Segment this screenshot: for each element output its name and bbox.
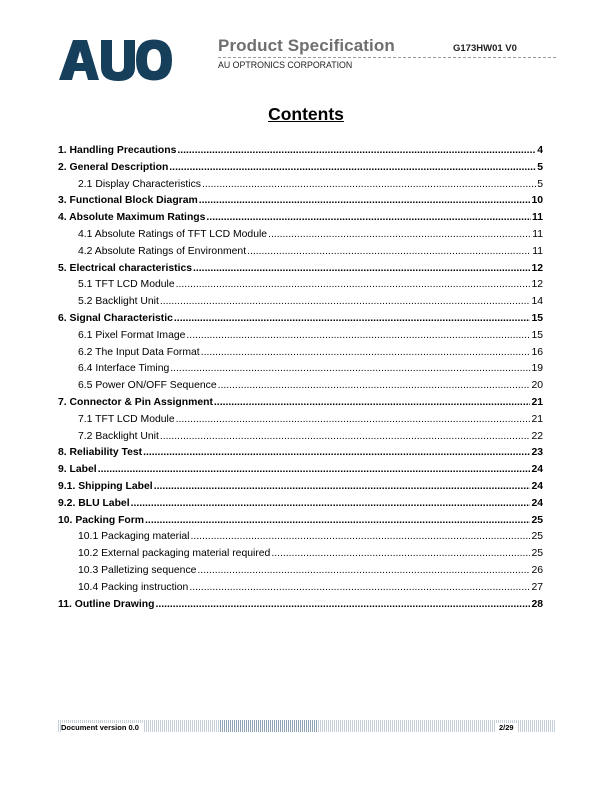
- toc-entry-page: 15: [531, 329, 543, 341]
- toc-leader-dots: [247, 246, 531, 257]
- toc-entry[interactable]: [58, 195, 543, 209]
- toc-entry-label: 2.1 Display Characteristics: [78, 178, 201, 190]
- toc-entry-page: 21: [531, 413, 543, 425]
- toc-entry[interactable]: [58, 313, 543, 327]
- toc-entry-label: 4.2 Absolute Ratings of Environment: [78, 245, 247, 257]
- toc-entry-page: 19: [531, 363, 543, 375]
- toc-entry[interactable]: [78, 246, 543, 260]
- toc-entry-label: 10. Packing Form: [58, 514, 145, 526]
- toc-entry-label: 2. General Description: [58, 161, 169, 173]
- toc-entry-page: 20: [531, 380, 543, 392]
- toc-entry-page: 25: [531, 514, 543, 526]
- toc-leader-dots: [176, 414, 531, 425]
- toc-leader-dots: [186, 330, 530, 341]
- toc-entry[interactable]: [78, 296, 543, 310]
- toc-leader-dots: [206, 212, 531, 223]
- toc-leader-dots: [155, 599, 530, 610]
- toc-entry-label: 6.2 The Input Data Format: [78, 346, 200, 358]
- toc-entry-page: 16: [531, 346, 543, 358]
- toc-entry-label: 4. Absolute Maximum Ratings: [58, 212, 206, 224]
- model-number: G173HW01 V0: [453, 43, 517, 54]
- toc-entry-page: 24: [531, 464, 543, 476]
- toc-entry-label: 6.5 Power ON/OFF Sequence: [78, 380, 217, 392]
- toc-entry-label: 10.4 Packing instruction: [78, 581, 189, 593]
- toc-leader-dots: [160, 431, 531, 442]
- toc-leader-dots: [197, 565, 530, 576]
- toc-entry-page: 27: [531, 581, 543, 593]
- toc-leader-dots: [201, 347, 531, 358]
- toc-entry-label: 5. Electrical characteristics: [58, 262, 193, 274]
- toc-entry[interactable]: [78, 565, 543, 579]
- toc-entry[interactable]: [78, 582, 543, 596]
- toc-entry-page: 24: [531, 497, 543, 509]
- toc-entry[interactable]: [78, 380, 543, 394]
- toc-entry-page: 10: [531, 195, 543, 207]
- toc-entry-page: 26: [531, 565, 543, 576]
- toc-leader-dots: [145, 515, 530, 526]
- contents-heading: Contents: [268, 104, 344, 124]
- toc-entry-label: 9.1. Shipping Label: [58, 481, 153, 492]
- toc-entry[interactable]: [58, 212, 543, 226]
- toc-leader-dots: [160, 296, 531, 307]
- toc-leader-dots: [98, 464, 531, 475]
- toc-entry-page: 5: [537, 178, 543, 190]
- toc-entry-page: 11: [532, 229, 543, 240]
- toc-entry[interactable]: [78, 414, 543, 428]
- toc-entry-label: 7.2 Backlight Unit: [78, 430, 159, 442]
- document-version: Document version 0.0: [61, 723, 143, 732]
- toc-entry-label: 7. Connector & Pin Assignment: [58, 397, 213, 408]
- toc-entry[interactable]: [58, 464, 543, 478]
- toc-entry[interactable]: [78, 431, 543, 445]
- toc-entry[interactable]: [78, 229, 543, 243]
- toc-leader-dots: [154, 481, 531, 492]
- toc-entry-page: 25: [531, 531, 543, 543]
- toc-entry-page: 15: [531, 313, 543, 324]
- toc-entry-label: 5.2 Backlight Unit: [78, 296, 159, 308]
- toc-entry-page: 25: [531, 548, 543, 560]
- toc-entry[interactable]: [58, 162, 543, 176]
- toc-leader-dots: [190, 531, 530, 542]
- toc-entry-label: 8. Reliability Test: [58, 447, 143, 459]
- toc-entry-label: 6. Signal Characteristic: [58, 313, 173, 324]
- toc-leader-dots: [169, 162, 536, 173]
- toc-leader-dots: [177, 145, 536, 156]
- toc-leader-dots: [170, 363, 530, 374]
- toc-entry[interactable]: [58, 498, 543, 512]
- toc-entry[interactable]: [58, 515, 543, 529]
- toc-leader-dots: [271, 548, 530, 559]
- toc-entry[interactable]: [78, 179, 543, 193]
- toc-leader-dots: [176, 279, 531, 290]
- toc-entry[interactable]: [58, 599, 543, 613]
- toc-entry-label: 4.1 Absolute Ratings of TFT LCD Module: [78, 229, 268, 240]
- toc-entry-label: 7.1 TFT LCD Module: [78, 413, 175, 425]
- toc-entry-page: 24: [531, 481, 543, 492]
- toc-leader-dots: [214, 397, 531, 408]
- toc-entry-label: 9. Label: [58, 464, 97, 476]
- toc-leader-dots: [143, 447, 530, 458]
- toc-entry-label: 6.4 Interface Timing: [78, 363, 170, 375]
- toc-entry-page: 22: [531, 430, 543, 442]
- toc-entry-label: 9.2. BLU Label: [58, 497, 130, 509]
- toc-entry-page: 23: [531, 447, 543, 459]
- toc-entry[interactable]: [78, 548, 543, 562]
- toc-entry-page: 12: [531, 279, 543, 291]
- toc-entry-page: 28: [531, 598, 543, 610]
- toc-entry[interactable]: [58, 447, 543, 461]
- toc-entry-label: 3. Functional Block Diagram: [58, 195, 198, 207]
- company-name: AU OPTRONICS CORPORATION: [218, 60, 353, 70]
- toc-leader-dots: [218, 380, 531, 391]
- toc-entry-label: 11. Outline Drawing: [58, 598, 155, 610]
- toc-entry-page: 12: [531, 262, 543, 274]
- toc-leader-dots: [131, 498, 531, 509]
- toc-entry-label: 6.1 Pixel Format Image: [78, 329, 186, 341]
- toc-leader-dots: [202, 179, 536, 190]
- toc-entry-label: 10.1 Packaging material: [78, 531, 190, 543]
- toc-entry[interactable]: [78, 279, 543, 293]
- toc-entry-page: 5: [537, 161, 543, 173]
- header-title: Product Specification: [218, 36, 395, 55]
- toc-entry-page: 14: [531, 296, 543, 308]
- toc-entry-page: 11: [532, 212, 543, 224]
- toc-entry[interactable]: [78, 531, 543, 545]
- toc-leader-dots: [193, 263, 530, 274]
- toc-entry[interactable]: [58, 397, 543, 411]
- toc-entry-label: 5.1 TFT LCD Module: [78, 279, 175, 291]
- toc-entry-page: 4: [537, 145, 543, 156]
- toc-entry[interactable]: [78, 347, 543, 361]
- toc-leader-dots: [268, 229, 531, 240]
- toc-entry-page: 11: [532, 245, 543, 257]
- toc-entry[interactable]: [58, 263, 543, 277]
- toc-leader-dots: [189, 582, 530, 593]
- toc-entry[interactable]: [78, 330, 543, 344]
- toc-entry-label: 1. Handling Precautions: [58, 145, 177, 156]
- toc-leader-dots: [199, 195, 531, 206]
- toc-leader-dots: [174, 313, 531, 324]
- toc-entry-page: 21: [531, 397, 543, 408]
- toc-entry-label: 10.2 External packaging material required: [78, 548, 271, 560]
- page-number: 2/29: [496, 723, 517, 732]
- toc-entry[interactable]: [58, 481, 543, 495]
- toc-entry[interactable]: [58, 145, 543, 159]
- toc-entry-label: 10.3 Palletizing sequence: [78, 565, 197, 576]
- toc-entry[interactable]: [78, 363, 543, 377]
